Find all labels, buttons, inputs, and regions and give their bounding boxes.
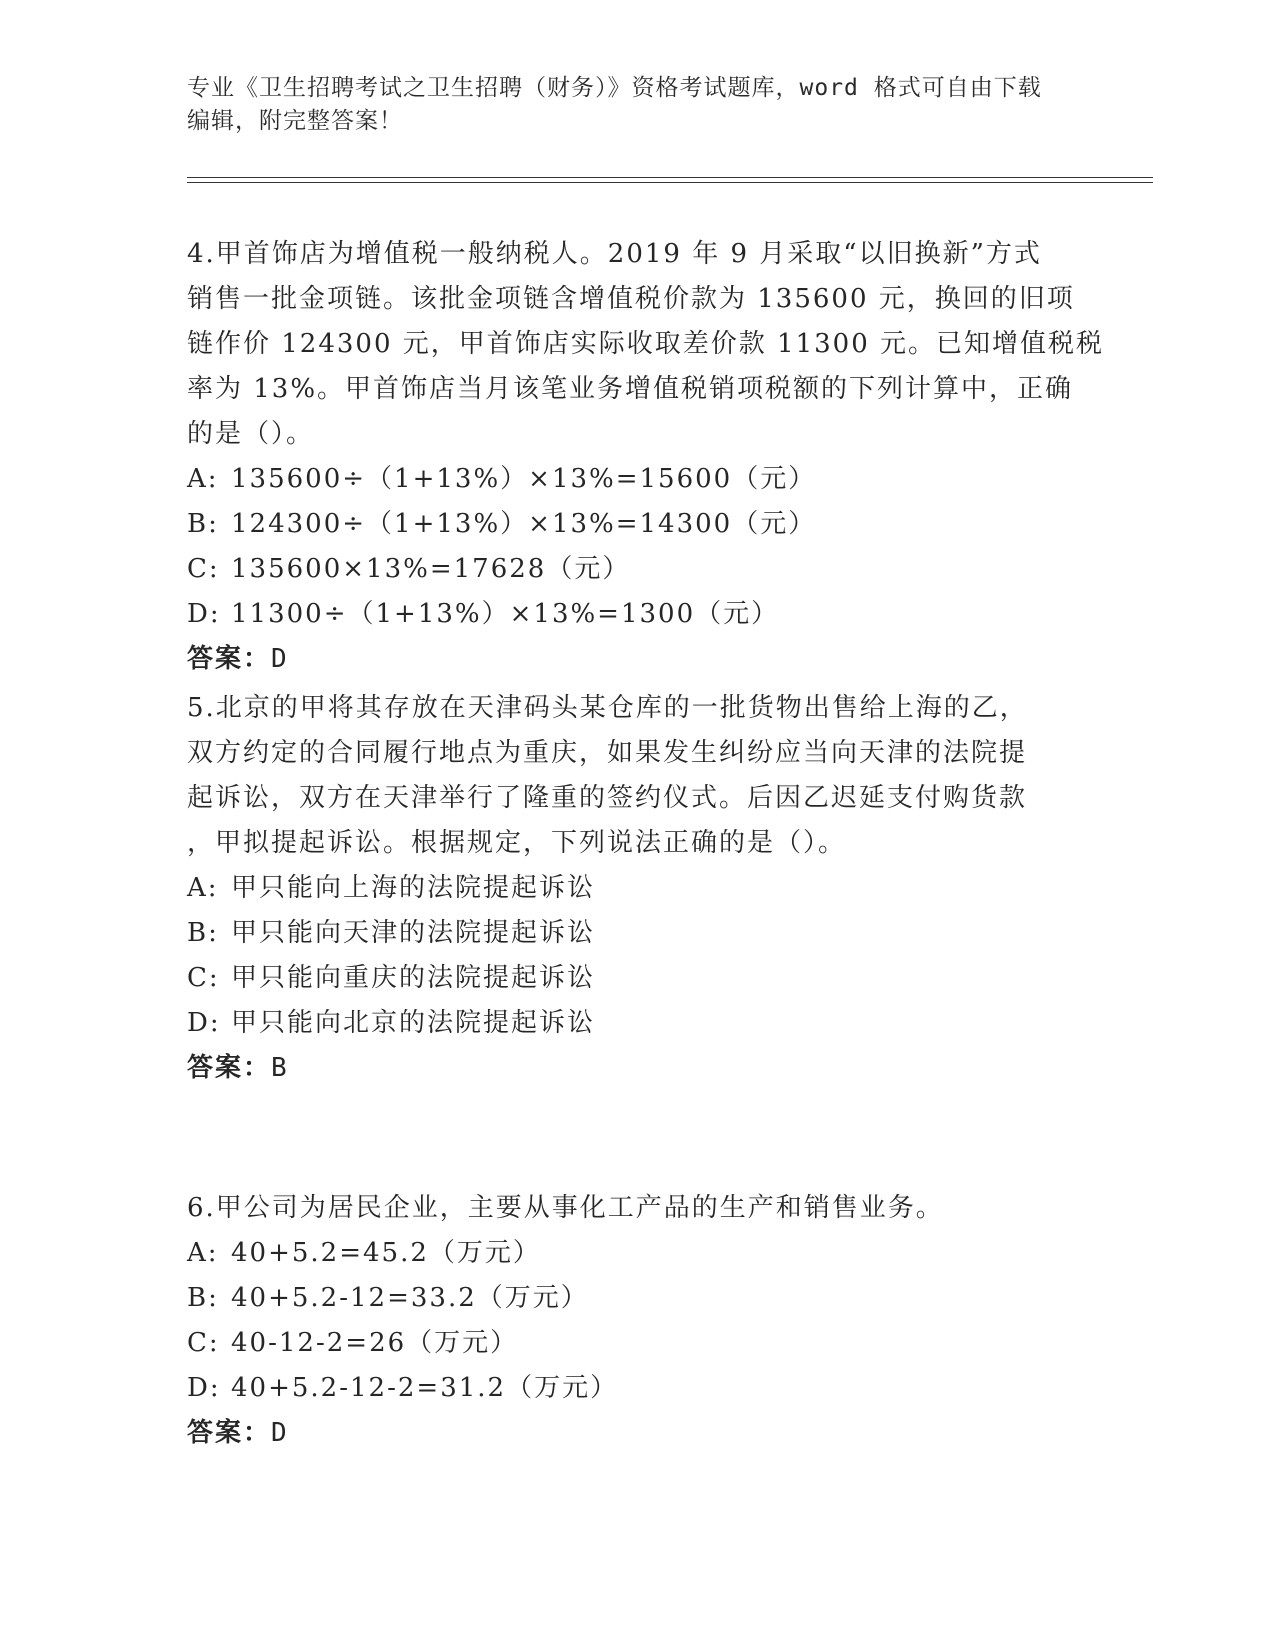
header-divider-bottom	[187, 182, 1153, 183]
option-text: 135600÷（1+13%）×13%=15600（元）	[231, 464, 817, 494]
option-letter: A:	[187, 464, 219, 494]
option-text: 40+5.2=45.2（万元）	[231, 1238, 541, 1268]
option-letter: A:	[187, 1238, 219, 1268]
question-stem	[187, 232, 1105, 457]
stem-line: 率为 13%。甲首饰店当月该笔业务增值税销项税额的下列计算中，正确	[187, 374, 1074, 404]
question-5	[187, 686, 1087, 1091]
option-letter: B:	[187, 1283, 219, 1313]
stem-line: 双方约定的合同履行地点为重庆，如果发生纠纷应当向天津的法院提	[187, 738, 1028, 768]
option-text: 40+5.2-12-2=31.2（万元）	[231, 1373, 619, 1403]
option-text: 甲只能向天津的法院提起诉讼	[231, 918, 596, 948]
stem-line: 销售一批金项链。该批金项链含增值税价款为 135600 元，换回的旧项	[187, 284, 1075, 314]
option-a	[187, 457, 1087, 502]
option-d	[187, 1001, 1087, 1046]
header-divider-top	[187, 177, 1153, 178]
stem-line: 6.甲公司为居民企业，主要从事化工产品的生产和销售业务。	[187, 1193, 944, 1223]
stem-line: ，甲拟提起诉讼。根据规定，下列说法正确的是（）。	[187, 828, 847, 858]
option-text: 124300÷（1+13%）×13%=14300（元）	[231, 509, 817, 539]
option-d	[187, 592, 1087, 637]
option-c	[187, 1321, 1087, 1366]
question-4	[187, 232, 1105, 682]
question-stem	[187, 686, 1087, 866]
option-c	[187, 547, 1087, 592]
stem-line: 链作价 124300 元，甲首饰店实际收取差价款 11300 元。已知增值税税	[187, 329, 1105, 359]
option-text: 40+5.2-12=33.2（万元）	[231, 1283, 589, 1313]
header-line-1: 专业《卫生招聘考试之卫生招聘（财务）》资格考试题库，word 格式可自由下载	[187, 75, 1042, 101]
option-text: 甲只能向上海的法院提起诉讼	[231, 873, 596, 903]
option-letter: D:	[187, 1008, 221, 1038]
option-letter: B:	[187, 509, 219, 539]
option-text: 11300÷（1+13%）×13%=1300（元）	[231, 599, 780, 629]
answer-value: D	[271, 644, 288, 674]
option-letter: C:	[187, 1328, 220, 1358]
question-6	[187, 1186, 1087, 1456]
stem-line: 的是（）。	[187, 419, 315, 449]
answer-line	[187, 637, 1087, 682]
option-letter: B:	[187, 918, 219, 948]
answer-value: B	[271, 1053, 288, 1083]
option-text: 135600×13%=17628（元）	[231, 554, 631, 584]
answer-label: 答案：	[187, 644, 272, 674]
option-a	[187, 866, 1087, 911]
option-letter: D:	[187, 599, 221, 629]
option-text: 甲只能向重庆的法院提起诉讼	[231, 963, 596, 993]
option-text: 40-12-2=26（万元）	[231, 1328, 519, 1358]
option-letter: A:	[187, 873, 219, 903]
answer-value: D	[271, 1418, 288, 1448]
stem-line: 5.北京的甲将其存放在天津码头某仓库的一批货物出售给上海的乙，	[187, 693, 1028, 723]
option-letter: C:	[187, 554, 220, 584]
option-b	[187, 911, 1087, 956]
option-b	[187, 1276, 1087, 1321]
answer-line	[187, 1411, 1087, 1456]
header-line-2: 编辑，附完整答案！	[187, 108, 403, 134]
stem-line: 4.甲首饰店为增值税一般纳税人。2019 年 9 月采取“以旧换新”方式	[187, 239, 1042, 269]
stem-line: 起诉讼，双方在天津举行了隆重的签约仪式。后因乙迟延支付购货款	[187, 783, 1028, 813]
option-d	[187, 1366, 1087, 1411]
document-header	[187, 72, 1087, 138]
option-a	[187, 1231, 1087, 1276]
option-b	[187, 502, 1087, 547]
question-stem	[187, 1186, 1087, 1231]
answer-label: 答案：	[187, 1053, 272, 1083]
option-letter: D:	[187, 1373, 221, 1403]
option-letter: C:	[187, 963, 220, 993]
answer-line	[187, 1046, 1087, 1091]
option-text: 甲只能向北京的法院提起诉讼	[231, 1008, 596, 1038]
answer-label: 答案：	[187, 1418, 272, 1448]
option-c	[187, 956, 1087, 1001]
